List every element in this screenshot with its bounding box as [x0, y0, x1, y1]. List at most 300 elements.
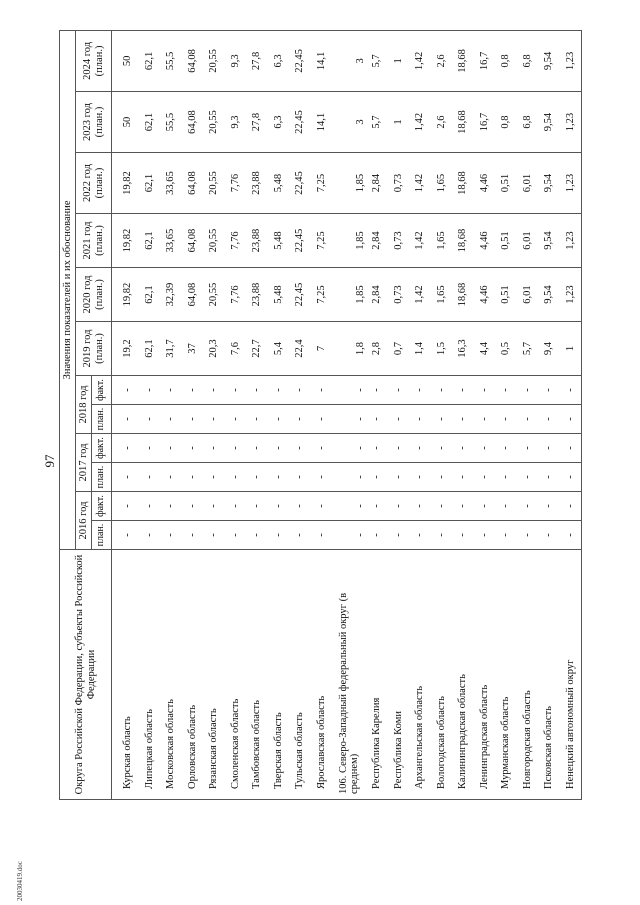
plan-value-cell: 3 [332, 92, 366, 153]
plan-value-cell: 62,1 [139, 268, 161, 322]
year-plan-header: 2021 год (план.) [76, 214, 112, 268]
plan-value-cell: 5,7 [366, 92, 388, 153]
plan-value-cell: 64,08 [182, 214, 204, 268]
fact-cell: - [409, 405, 431, 434]
table-row [112, 30, 139, 799]
fact-cell: - [311, 434, 333, 463]
document-id: 20030419.doc [16, 861, 24, 901]
fact-cell: - [112, 463, 139, 492]
fact-cell: - [311, 521, 333, 550]
plan-value-cell: 7,76 [225, 214, 247, 268]
fact-cell: - [495, 463, 517, 492]
table-row [332, 30, 366, 799]
fact-cell: - [431, 376, 453, 405]
fact-cell: - [112, 492, 139, 521]
plan-value-cell: 64,08 [182, 92, 204, 153]
fact-cell: - [182, 405, 204, 434]
table-row [474, 30, 496, 799]
plan-value-cell: 4,46 [474, 153, 496, 214]
fact-cell: - [366, 492, 388, 521]
fact-cell: - [332, 434, 366, 463]
fact-cell: - [388, 405, 410, 434]
fact-cell: - [139, 376, 161, 405]
region-name: Рязанская область [203, 550, 225, 800]
fact-cell: - [517, 463, 539, 492]
plan-value-cell: 4,46 [474, 268, 496, 322]
plan-value-cell: 22,45 [289, 214, 311, 268]
plan-value-cell: 1,42 [409, 268, 431, 322]
table-row [538, 30, 560, 799]
fact-cell: - [452, 521, 474, 550]
region-name: Тамбовская область [246, 550, 268, 800]
plan-value-cell: 18,68 [452, 30, 474, 91]
plan-value-cell: 1,23 [560, 268, 582, 322]
plan-value-cell: 55,5 [160, 30, 182, 91]
table-row [388, 30, 410, 799]
plan-value-cell: 1,8 [332, 322, 366, 376]
plan-value-cell: 5,48 [268, 268, 290, 322]
fact-cell: - [538, 463, 560, 492]
plan-value-cell: 62,1 [139, 214, 161, 268]
plan-value-cell: 1,23 [560, 92, 582, 153]
region-name: Ненецкий автономный округ [560, 550, 582, 800]
table-row [431, 30, 453, 799]
fact-subheader: факт. [92, 376, 112, 405]
fact-cell: - [160, 521, 182, 550]
plan-value-cell: 0,7 [388, 322, 410, 376]
fact-cell: - [409, 376, 431, 405]
plan-value-cell: 9,3 [225, 30, 247, 91]
fact-cell: - [112, 376, 139, 405]
fact-cell: - [388, 376, 410, 405]
fact-cell: - [560, 376, 582, 405]
fact-cell: - [495, 434, 517, 463]
plan-value-cell: 0,73 [388, 214, 410, 268]
plan-value-cell: 19,2 [112, 322, 139, 376]
fact-cell: - [495, 492, 517, 521]
plan-value-cell: 7,25 [311, 268, 333, 322]
region-name: Смоленская область [225, 550, 247, 800]
page-number: 97 [42, 454, 57, 468]
plan-value-cell: 23,88 [246, 268, 268, 322]
fact-cell: - [182, 434, 204, 463]
plan-value-cell: 7 [311, 322, 333, 376]
plan-value-cell: 5,48 [268, 153, 290, 214]
plan-value-cell: 22,45 [289, 30, 311, 91]
fact-cell: - [268, 376, 290, 405]
plan-subheader: план. [92, 521, 112, 550]
table-row [366, 30, 388, 799]
plan-value-cell: 0,73 [388, 268, 410, 322]
plan-value-cell: 5,7 [366, 30, 388, 91]
year-header: 2017 год [76, 434, 92, 492]
region-name: Архангельская область [409, 550, 431, 800]
fact-cell: - [431, 463, 453, 492]
plan-value-cell: 9,3 [225, 92, 247, 153]
fact-cell: - [431, 405, 453, 434]
table-row [203, 30, 225, 799]
fact-cell: - [366, 521, 388, 550]
plan-value-cell: 0,51 [495, 153, 517, 214]
fact-cell: - [203, 463, 225, 492]
fact-cell: - [452, 376, 474, 405]
plan-value-cell: 22,4 [289, 322, 311, 376]
fact-cell: - [452, 434, 474, 463]
region-name: Калининградская область [452, 550, 474, 800]
fact-cell: - [112, 521, 139, 550]
region-name: Ленинградская область [474, 550, 496, 800]
plan-value-cell: 9,54 [538, 30, 560, 91]
region-name: Новгородская область [517, 550, 539, 800]
fact-cell: - [268, 463, 290, 492]
fact-cell: - [538, 521, 560, 550]
plan-value-cell: 0,51 [495, 268, 517, 322]
table-row [182, 30, 204, 799]
plan-value-cell: 2,6 [431, 30, 453, 91]
fact-cell: - [409, 434, 431, 463]
fact-cell: - [203, 434, 225, 463]
plan-value-cell: 22,45 [289, 268, 311, 322]
plan-value-cell: 9,54 [538, 268, 560, 322]
fact-cell: - [495, 376, 517, 405]
fact-cell: - [246, 492, 268, 521]
fact-cell: - [225, 463, 247, 492]
plan-value-cell: 2,8 [366, 322, 388, 376]
fact-cell: - [332, 521, 366, 550]
fact-cell: - [538, 405, 560, 434]
plan-value-cell: 7,76 [225, 153, 247, 214]
fact-cell: - [225, 405, 247, 434]
fact-cell: - [452, 405, 474, 434]
fact-cell: - [182, 376, 204, 405]
table-row [560, 30, 582, 799]
region-name: Тверская область [268, 550, 290, 800]
plan-value-cell: 62,1 [139, 153, 161, 214]
plan-value-cell: 27,8 [246, 92, 268, 153]
plan-value-cell: 6,8 [517, 30, 539, 91]
plan-value-cell: 32,39 [160, 268, 182, 322]
fact-cell: - [366, 405, 388, 434]
fact-cell: - [366, 434, 388, 463]
plan-value-cell: 37 [182, 322, 204, 376]
plan-value-cell: 2,84 [366, 214, 388, 268]
plan-value-cell: 7,25 [311, 214, 333, 268]
plan-value-cell: 6,01 [517, 153, 539, 214]
table-row [409, 30, 431, 799]
fact-cell: - [560, 492, 582, 521]
plan-value-cell: 0,73 [388, 153, 410, 214]
fact-cell: - [332, 463, 366, 492]
plan-value-cell: 1,42 [409, 92, 431, 153]
plan-value-cell: 1,42 [409, 30, 431, 91]
plan-value-cell: 31,7 [160, 322, 182, 376]
plan-value-cell: 18,68 [452, 153, 474, 214]
plan-value-cell: 20,55 [203, 268, 225, 322]
fact-cell: - [431, 521, 453, 550]
table-row [452, 30, 474, 799]
fact-cell: - [538, 492, 560, 521]
fact-cell: - [560, 405, 582, 434]
plan-value-cell: 20,3 [203, 322, 225, 376]
fact-cell: - [517, 376, 539, 405]
fact-cell: - [289, 463, 311, 492]
plan-value-cell: 2,84 [366, 268, 388, 322]
plan-value-cell: 1 [560, 322, 582, 376]
fact-cell: - [225, 434, 247, 463]
year-plan-header: 2020 год (план.) [76, 268, 112, 322]
plan-value-cell: 55,5 [160, 92, 182, 153]
fact-subheader: факт. [92, 434, 112, 463]
plan-value-cell: 20,55 [203, 153, 225, 214]
fact-cell: - [311, 405, 333, 434]
table-row [225, 30, 247, 799]
fact-cell: - [246, 434, 268, 463]
plan-value-cell: 2,84 [366, 153, 388, 214]
fact-cell: - [225, 492, 247, 521]
plan-value-cell: 0,5 [495, 322, 517, 376]
fact-cell: - [388, 521, 410, 550]
fact-cell: - [474, 521, 496, 550]
plan-value-cell: 2,6 [431, 92, 453, 153]
group-header: Значения показателей и их обоснование [60, 30, 76, 549]
fact-cell: - [139, 521, 161, 550]
plan-value-cell: 1,65 [431, 214, 453, 268]
plan-value-cell: 22,7 [246, 322, 268, 376]
rotated-table-container [59, 30, 576, 800]
plan-value-cell: 1,23 [560, 153, 582, 214]
plan-value-cell: 64,08 [182, 268, 204, 322]
fact-cell: - [474, 492, 496, 521]
plan-value-cell: 7,6 [225, 322, 247, 376]
plan-value-cell: 27,8 [246, 30, 268, 91]
plan-value-cell: 1,85 [332, 153, 366, 214]
plan-value-cell: 19,82 [112, 214, 139, 268]
plan-value-cell: 23,88 [246, 153, 268, 214]
fact-cell: - [203, 492, 225, 521]
plan-value-cell: 62,1 [139, 30, 161, 91]
plan-value-cell: 1,42 [409, 153, 431, 214]
plan-value-cell: 9,54 [538, 92, 560, 153]
fact-subheader: факт. [92, 492, 112, 521]
plan-value-cell: 1 [388, 92, 410, 153]
fact-cell: - [225, 521, 247, 550]
plan-value-cell: 18,68 [452, 214, 474, 268]
fact-cell: - [289, 376, 311, 405]
plan-value-cell: 1,85 [332, 214, 366, 268]
plan-subheader: план. [92, 405, 112, 434]
fact-cell: - [160, 376, 182, 405]
region-name: Вологодская область [431, 550, 453, 800]
fact-cell: - [246, 463, 268, 492]
plan-value-cell: 1,23 [560, 30, 582, 91]
plan-value-cell: 20,55 [203, 30, 225, 91]
plan-value-cell: 7,25 [311, 153, 333, 214]
plan-value-cell: 33,65 [160, 214, 182, 268]
plan-value-cell: 33,65 [160, 153, 182, 214]
fact-cell: - [366, 376, 388, 405]
plan-subheader: план. [92, 463, 112, 492]
fact-cell: - [182, 521, 204, 550]
plan-value-cell: 1,4 [409, 322, 431, 376]
name-column-header: Округа Российской Федерации, субъекты Российской Федерации [60, 550, 112, 800]
table-row [289, 30, 311, 799]
fact-cell: - [289, 492, 311, 521]
fact-cell: - [332, 376, 366, 405]
plan-value-cell: 1,42 [409, 214, 431, 268]
fact-cell: - [160, 434, 182, 463]
plan-value-cell: 22,45 [289, 153, 311, 214]
plan-value-cell: 16,7 [474, 92, 496, 153]
fact-cell: - [431, 434, 453, 463]
fact-cell: - [160, 405, 182, 434]
plan-value-cell: 50 [112, 30, 139, 91]
plan-value-cell: 4,4 [474, 322, 496, 376]
plan-value-cell: 5,7 [517, 322, 539, 376]
plan-value-cell: 19,82 [112, 268, 139, 322]
indicator-table [59, 30, 582, 800]
region-name: 106. Северо-Западный федеральный округ (в среднем) [332, 550, 366, 800]
fact-cell: - [495, 405, 517, 434]
fact-cell: - [452, 492, 474, 521]
plan-value-cell: 18,68 [452, 92, 474, 153]
fact-cell: - [517, 434, 539, 463]
fact-cell: - [246, 521, 268, 550]
plan-value-cell: 1,65 [431, 268, 453, 322]
fact-cell: - [160, 492, 182, 521]
region-name: Курская область [112, 550, 139, 800]
fact-cell: - [332, 492, 366, 521]
fact-cell: - [452, 463, 474, 492]
plan-value-cell: 62,1 [139, 322, 161, 376]
fact-cell: - [268, 405, 290, 434]
table-body [112, 30, 582, 799]
fact-cell: - [409, 521, 431, 550]
table-header [60, 30, 112, 799]
table-row [160, 30, 182, 799]
fact-cell: - [560, 463, 582, 492]
fact-cell: - [388, 434, 410, 463]
region-name: Псковская область [538, 550, 560, 800]
fact-cell: - [268, 492, 290, 521]
plan-value-cell: 9,4 [538, 322, 560, 376]
fact-cell: - [139, 492, 161, 521]
plan-value-cell: 0,8 [495, 92, 517, 153]
plan-value-cell: 22,45 [289, 92, 311, 153]
plan-value-cell: 5,4 [268, 322, 290, 376]
plan-value-cell: 1 [388, 30, 410, 91]
plan-value-cell: 1,85 [332, 268, 366, 322]
fact-cell: - [474, 434, 496, 463]
fact-cell: - [431, 492, 453, 521]
plan-value-cell: 9,54 [538, 214, 560, 268]
plan-value-cell: 9,54 [538, 153, 560, 214]
year-plan-header: 2022 год (план.) [76, 153, 112, 214]
fact-cell: - [246, 376, 268, 405]
fact-cell: - [366, 463, 388, 492]
region-name: Республика Карелия [366, 550, 388, 800]
fact-cell: - [388, 463, 410, 492]
plan-value-cell: 4,46 [474, 214, 496, 268]
plan-value-cell: 6,3 [268, 30, 290, 91]
fact-cell: - [268, 521, 290, 550]
year-plan-header: 2024 год (план.) [76, 30, 112, 91]
plan-value-cell: 14,1 [311, 30, 333, 91]
plan-value-cell: 7,76 [225, 268, 247, 322]
plan-value-cell: 62,1 [139, 92, 161, 153]
fact-cell: - [538, 376, 560, 405]
fact-cell: - [311, 463, 333, 492]
fact-cell: - [388, 492, 410, 521]
plan-value-cell: 1,5 [431, 322, 453, 376]
plan-value-cell: 19,82 [112, 153, 139, 214]
fact-cell: - [246, 405, 268, 434]
fact-cell: - [203, 521, 225, 550]
plan-value-cell: 5,48 [268, 214, 290, 268]
table-row [495, 30, 517, 799]
table-row [246, 30, 268, 799]
plan-value-cell: 3 [332, 30, 366, 91]
region-name: Московская область [160, 550, 182, 800]
plan-value-cell: 20,55 [203, 92, 225, 153]
fact-cell: - [160, 463, 182, 492]
plan-value-cell: 6,8 [517, 92, 539, 153]
region-name: Тульская область [289, 550, 311, 800]
fact-cell: - [203, 405, 225, 434]
plan-value-cell: 1,23 [560, 214, 582, 268]
fact-cell: - [139, 463, 161, 492]
year-plan-header: 2019 год (план.) [76, 322, 112, 376]
table-row [311, 30, 333, 799]
fact-cell: - [538, 434, 560, 463]
fact-cell: - [182, 492, 204, 521]
plan-value-cell: 6,01 [517, 268, 539, 322]
year-plan-header: 2023 год (план.) [76, 92, 112, 153]
fact-cell: - [495, 521, 517, 550]
fact-cell: - [474, 463, 496, 492]
table-row [517, 30, 539, 799]
region-name: Орловская область [182, 550, 204, 800]
plan-value-cell: 0,8 [495, 30, 517, 91]
fact-cell: - [409, 492, 431, 521]
plan-value-cell: 64,08 [182, 153, 204, 214]
fact-cell: - [311, 376, 333, 405]
plan-value-cell: 20,55 [203, 214, 225, 268]
fact-cell: - [474, 376, 496, 405]
plan-value-cell: 16,7 [474, 30, 496, 91]
fact-cell: - [268, 434, 290, 463]
fact-cell: - [560, 434, 582, 463]
fact-cell: - [517, 405, 539, 434]
table-row [139, 30, 161, 799]
plan-value-cell: 16,3 [452, 322, 474, 376]
fact-cell: - [332, 405, 366, 434]
fact-cell: - [225, 376, 247, 405]
plan-value-cell: 23,88 [246, 214, 268, 268]
plan-value-cell: 0,51 [495, 214, 517, 268]
region-name: Республика Коми [388, 550, 410, 800]
fact-cell: - [517, 492, 539, 521]
fact-cell: - [203, 376, 225, 405]
fact-cell: - [182, 463, 204, 492]
plan-value-cell: 50 [112, 92, 139, 153]
fact-cell: - [289, 521, 311, 550]
region-name: Липецкая область [139, 550, 161, 800]
fact-cell: - [517, 521, 539, 550]
year-header: 2016 год [76, 492, 92, 550]
plan-value-cell: 1,65 [431, 153, 453, 214]
fact-cell: - [289, 405, 311, 434]
plan-value-cell: 6,3 [268, 92, 290, 153]
